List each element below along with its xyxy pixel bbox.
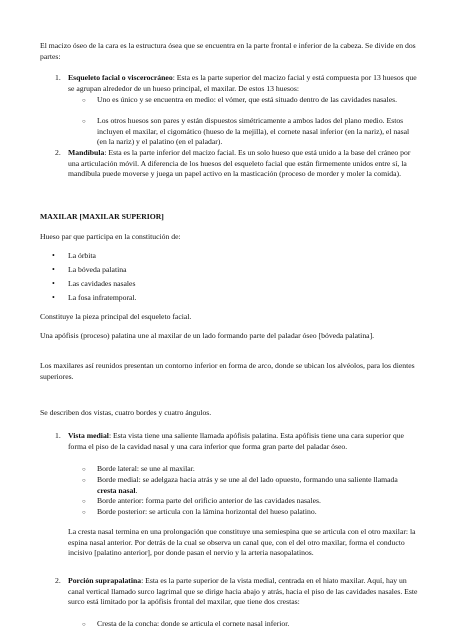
bullet-item: La fosa infratemporal. (68, 293, 137, 302)
bullet-icon: • (52, 293, 55, 302)
list-number: 1. (55, 73, 61, 82)
paragraph: Se describen dos vistas, cuatro bordes y cuatro ángulos. (40, 408, 212, 417)
bullet-icon: • (52, 279, 55, 288)
list-item-porcion-suprapalatina: Porción suprapalatina: Esta es la parte superior de la vista medial, centrada en el hiato maxilar. Aquí, hay un canal vertical llamado surco lagrimal que se dirige hacia abajo y atrás, hacia el piso de las cavidades nasales. Este surco está limitado por la apófisis frontal del maxilar, que tiene dos crestas: (68, 576, 418, 607)
sub-item: Borde posterior: se articula con la lámina horizontal del hueso palatino. (97, 507, 317, 516)
sub-item: Borde anterior: forma parte del orificio anterior de las cavidades nasales. (97, 496, 321, 505)
paragraph: Hueso par que participa en la constitución de: (40, 232, 181, 241)
sub-item: Cresta de la concha: donde se articula el cornete nasal inferior. (97, 619, 290, 628)
list-number: 2. (55, 576, 61, 585)
paragraph: Una apófisis (proceso) palatina une al maxilar de un lado formando parte del paladar óseo [bóveda palatina]. (40, 331, 375, 340)
bullet-icon: • (52, 265, 55, 274)
sub-item: Los otros huesos son pares y están dispuestos simétricamente a ambos lados del plano medio. Estos incluyen el maxilar, el cigomático (hueso de la mejilla), el cornete nasal inferior (en la nariz), el nasal (en la nariz) y el palatino (en el paladar). (97, 116, 410, 147)
sub-item: Borde medial: se adelgaza hacia atrás y se une al del lado opuesto, formando una saliente llamada cresta nasal. (97, 475, 398, 495)
paragraph: Los maxilares así reunidos presentan un contorno inferior en forma de arco, donde se ubican los alvéolos, para los dientes superiores. (40, 361, 415, 381)
term: Vista medial (68, 431, 109, 440)
circle-bullet-icon: ○ (82, 510, 86, 516)
paragraph: La cresta nasal termina en una prolongación que constituye una semiespina que se articula con el otro maxilar: la espina nasal anterior. Por detrás de la cual se observa un canal que, con el del otro maxilar, forma el conducto incisivo [palatino anterior], por donde pasan el nervio y la arteria nasopalatinos. (68, 527, 416, 558)
list-number: 1. (55, 431, 61, 440)
bullet-item: La órbita (68, 251, 96, 260)
circle-bullet-icon: ○ (82, 499, 86, 505)
bullet-icon: • (52, 251, 55, 260)
section-heading: MAXILAR [MAXILAR SUPERIOR] (40, 212, 164, 221)
sub-item: Uno es único y se encuentra en medio: el vómer, que está situado dentro de las cavidades nasales. (97, 95, 398, 104)
term: Porción suprapalatina (68, 576, 142, 585)
term: Esqueleto facial o viscerocráneo (68, 73, 173, 82)
bullet-item: La bóveda palatina (68, 265, 127, 274)
circle-bullet-icon: ○ (82, 467, 86, 473)
list-number: 2. (55, 148, 61, 157)
term: Mandíbula (68, 148, 105, 157)
circle-bullet-icon: ○ (82, 98, 86, 104)
intro-paragraph: El macizo óseo de la cara es la estructura ósea que se encuentra en la parte frontal e inferior de la cabeza. Se divide en dos partes: (40, 41, 416, 61)
list-item-mandibula: Mandíbula: Esta es la parte inferior del macizo facial. Es un solo hueso que está unido a la base del cráneo por una articulación móvil. A diferencia de los huesos del esqueleto facial que están firmemente unidos entre sí, la mandíbula puede moverse y juega un papel activo en la masticación (proceso de morder y moler la comida). (68, 148, 411, 179)
list-item-vista-medial: Vista medial: Esta vista tiene una saliente llamada apófisis palatina. Esta apófisis tiene una cara superior que forma el piso de la cavidad nasal y una cara inferior que forma gran parte del paladar óseo. (68, 431, 404, 451)
circle-bullet-icon: ○ (82, 622, 86, 628)
bullet-item: Las cavidades nasales (68, 279, 136, 288)
circle-bullet-icon: ○ (82, 478, 86, 484)
paragraph: Constituye la pieza principal del esqueleto facial. (40, 312, 192, 321)
circle-bullet-icon: ○ (82, 119, 86, 125)
list-item-esqueleto: Esqueleto facial o viscerocráneo: Esta es la parte superior del macizo facial y está compuesta por 13 huesos que se agrupan alrededor de un hueso principal, el maxilar. De estos 13 huesos: (68, 73, 417, 93)
sub-item: Borde lateral: se une al maxilar. (97, 464, 195, 473)
